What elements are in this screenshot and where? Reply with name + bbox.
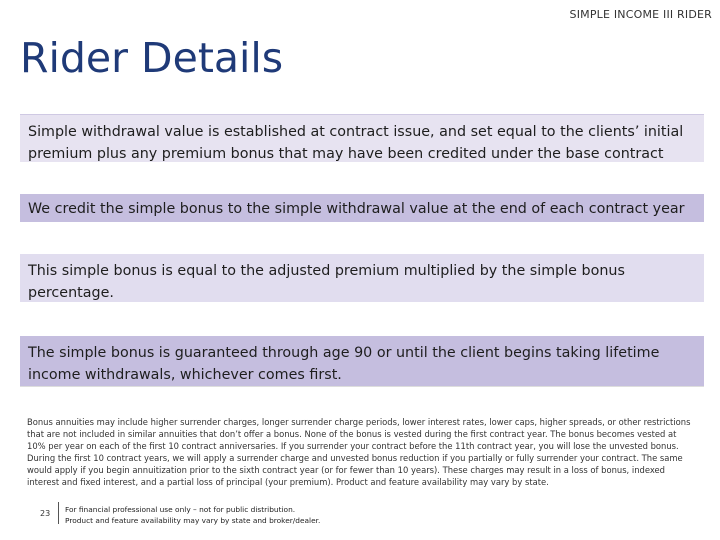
header-tag: SIMPLE INCOME III RIDER <box>569 8 712 21</box>
info-box-bonus-equation: This simple bonus is equal to the adjusted premium multiplied by the simple bonus percentage. <box>20 254 704 302</box>
info-box-bonus-guarantee: The simple bonus is guaranteed through age 90 or until the client begins taking lifetime income withdrawals, whichever comes first. <box>20 336 704 386</box>
info-box-bonus-credit: We credit the simple bonus to the simple withdrawal value at the end of each contract year <box>20 194 704 222</box>
footer-line-2: Product and feature availability may vary by state and broker/dealer. <box>65 515 321 525</box>
footer-line-1: For financial professional use only – not for public distribution. <box>65 505 296 514</box>
page-title: Rider Details <box>20 34 284 82</box>
page-number: 23 <box>40 509 51 518</box>
info-box-withdrawal-value: Simple withdrawal value is established at contract issue, and set equal to the clients’ initial premium plus any premium bonus that may have been credited under the base contract <box>20 114 704 162</box>
disclaimer-text: Bonus annuities may include higher surrender charges, longer surrender charge periods, lower interest rates, lower caps, higher spreads, or other restrictions that are not included in similar annuities that don’t offer a bonus. None of the bonus is vested during the first contract year. The bonus becomes vested at 10% per year on each of the first 10 contract anniversaries. If you surrender your contract before the 11th contract year, you will lose the unvested bonus. During the first 10 contract years, we will apply a surrender charge and unvested bonus reduction if you partially or fully surrender your contract. The same would apply if you begin annuitization prior to the sixth contract year (or for fewer than 10 years). These charges may result in a loss of bonus, indexed interest and fixed interest, and a partial loss of principal (your premium). Product and feature availability may vary by state. <box>27 417 691 487</box>
divider <box>20 386 704 387</box>
footer-notice <box>65 505 320 526</box>
footer-divider <box>58 502 59 524</box>
